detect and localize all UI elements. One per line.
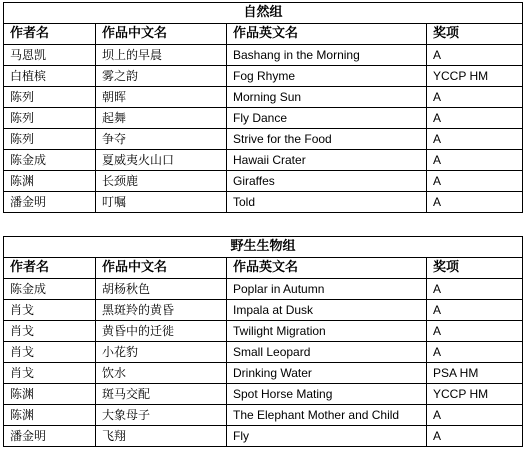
title-en-cell: Fly Dance	[227, 108, 427, 129]
column-header-author: 作者名	[4, 258, 96, 279]
column-header-title-cn: 作品中文名	[96, 258, 227, 279]
column-header-award: 奖项	[427, 24, 523, 45]
title-en-cell: Morning Sun	[227, 87, 427, 108]
author-cell: 潘金明	[4, 426, 96, 447]
award-cell: A	[427, 129, 523, 150]
header-row	[4, 24, 523, 45]
group-title: 野生生物组	[4, 237, 523, 258]
author-cell: 陈列	[4, 87, 96, 108]
table-row	[4, 66, 523, 87]
award-cell: A	[427, 405, 523, 426]
group-title-row	[4, 237, 523, 258]
table-row	[4, 45, 523, 66]
author-cell: 陈渊	[4, 405, 96, 426]
award-cell: YCCP HM	[427, 384, 523, 405]
table-body	[4, 279, 523, 447]
title-cn-cell: 起舞	[96, 108, 227, 129]
author-cell: 陈金成	[4, 279, 96, 300]
award-cell: A	[427, 279, 523, 300]
title-en-cell: Drinking Water	[227, 363, 427, 384]
table-row	[4, 108, 523, 129]
table-row	[4, 87, 523, 108]
author-cell: 陈列	[4, 108, 96, 129]
author-cell: 肖戈	[4, 342, 96, 363]
title-en-cell: Spot Horse Mating	[227, 384, 427, 405]
award-cell: A	[427, 150, 523, 171]
column-header-author: 作者名	[4, 24, 96, 45]
title-cn-cell: 饮水	[96, 363, 227, 384]
column-header-title-en: 作品英文名	[227, 24, 427, 45]
nature-group-table	[3, 2, 523, 213]
author-cell: 肖戈	[4, 300, 96, 321]
column-header-title-en: 作品英文名	[227, 258, 427, 279]
title-en-cell: The Elephant Mother and Child	[227, 405, 427, 426]
table-row	[4, 384, 523, 405]
table-row	[4, 426, 523, 447]
table-body	[4, 45, 523, 213]
title-cn-cell: 雾之韵	[96, 66, 227, 87]
title-cn-cell: 黑斑羚的黄昏	[96, 300, 227, 321]
header-row	[4, 258, 523, 279]
author-cell: 潘金明	[4, 192, 96, 213]
table-row	[4, 279, 523, 300]
title-en-cell: Fly	[227, 426, 427, 447]
table-row	[4, 150, 523, 171]
title-cn-cell: 胡杨秋色	[96, 279, 227, 300]
award-cell: A	[427, 171, 523, 192]
title-cn-cell: 飞翔	[96, 426, 227, 447]
table-row	[4, 129, 523, 150]
table-row	[4, 363, 523, 384]
award-cell: A	[427, 108, 523, 129]
table-row	[4, 342, 523, 363]
title-en-cell: Hawaii Crater	[227, 150, 427, 171]
column-header-title-cn: 作品中文名	[96, 24, 227, 45]
author-cell: 马恩凯	[4, 45, 96, 66]
award-cell: A	[427, 321, 523, 342]
title-en-cell: Giraffes	[227, 171, 427, 192]
author-cell: 白植槟	[4, 66, 96, 87]
column-header-award: 奖项	[427, 258, 523, 279]
award-cell: A	[427, 300, 523, 321]
table-row	[4, 300, 523, 321]
table-row	[4, 192, 523, 213]
title-en-cell: Strive for the Food	[227, 129, 427, 150]
table-row	[4, 405, 523, 426]
author-cell: 陈列	[4, 129, 96, 150]
title-en-cell: Small Leopard	[227, 342, 427, 363]
title-cn-cell: 叮嘱	[96, 192, 227, 213]
table-row	[4, 171, 523, 192]
group-title-row	[4, 3, 523, 24]
author-cell: 陈渊	[4, 171, 96, 192]
author-cell: 陈金成	[4, 150, 96, 171]
title-en-cell: Bashang in the Morning	[227, 45, 427, 66]
title-cn-cell: 黄昏中的迁徙	[96, 321, 227, 342]
award-cell: A	[427, 342, 523, 363]
title-en-cell: Fog Rhyme	[227, 66, 427, 87]
title-en-cell: Told	[227, 192, 427, 213]
title-cn-cell: 小花豹	[96, 342, 227, 363]
title-en-cell: Twilight Migration	[227, 321, 427, 342]
title-en-cell: Poplar in Autumn	[227, 279, 427, 300]
award-cell: PSA HM	[427, 363, 523, 384]
author-cell: 肖戈	[4, 321, 96, 342]
award-cell: A	[427, 426, 523, 447]
award-cell: YCCP HM	[427, 66, 523, 87]
table-row	[4, 321, 523, 342]
title-cn-cell: 朝晖	[96, 87, 227, 108]
award-cell: A	[427, 192, 523, 213]
author-cell: 陈渊	[4, 384, 96, 405]
group-title: 自然组	[4, 3, 523, 24]
title-cn-cell: 长颈鹿	[96, 171, 227, 192]
award-cell: A	[427, 45, 523, 66]
author-cell: 肖戈	[4, 363, 96, 384]
award-cell: A	[427, 87, 523, 108]
title-en-cell: Impala at Dusk	[227, 300, 427, 321]
title-cn-cell: 大象母子	[96, 405, 227, 426]
title-cn-cell: 斑马交配	[96, 384, 227, 405]
title-cn-cell: 争夺	[96, 129, 227, 150]
title-cn-cell: 夏威夷火山口	[96, 150, 227, 171]
title-cn-cell: 坝上的早晨	[96, 45, 227, 66]
wildlife-group-table	[3, 236, 523, 447]
